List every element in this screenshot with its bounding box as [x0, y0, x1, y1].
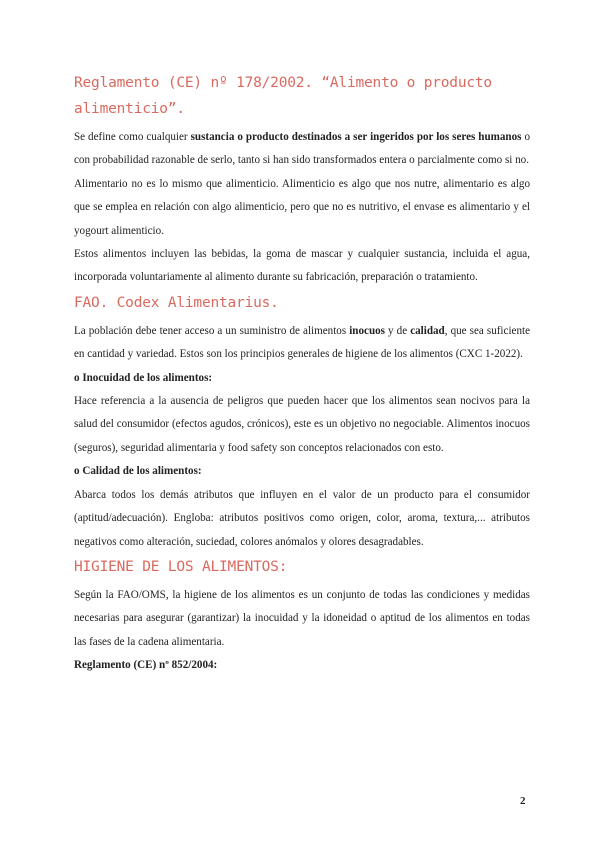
page-number: 2	[520, 795, 526, 807]
section-heading-higiene: HIGIENE DE LOS ALIMENTOS:	[74, 558, 288, 575]
subheading-reglamento-852: Reglamento (CE) nº 852/2004:	[74, 659, 218, 672]
text: , que sea suficiente en cantidad y variedad. Estos son los principios generales de higiene de los alimentos (CXC 1-2022).	[74, 324, 531, 361]
text: y de	[384, 324, 411, 337]
subheading-inocuidad: o Inocuidad de los alimentos:	[74, 371, 213, 384]
paragraph-inocuidad: Hace referencia a la ausencia de peligros que pueden hacer que los alimentos sean nocivos para la salud del consumidor (efectos agudos, crónicos), este es un objetivo no negociable. Alimentos inocuos (seguros), seguridad alimentaria y food safety son conceptos relacionados con esto.	[74, 395, 530, 454]
page-content	[74, 70, 530, 678]
paragraph-definition	[74, 126, 530, 173]
text: o con probabilidad razonable de serlo, tanto si han sido transformados entera o parcialmente como si no.	[74, 131, 530, 167]
paragraph-higiene: Según la FAO/OMS, la higiene de los alimentos es un conjunto de todas las condiciones y medidas necesarias para asegurar (garantizar) la inocuidad y la idoneidad o aptitud de los alimentos en todas las fases de la cadena alimentaria.	[74, 588, 530, 648]
paragraph-poblacion	[74, 320, 530, 367]
bold-text: calidad	[410, 324, 445, 337]
paragraph-incluyen: Estos alimentos incluyen las bebidas, la goma de mascar y cualquier sustancia, incluida el agua, incorporada voluntariamente al alimento durante su fabricación, preparación o tratamiento.	[74, 248, 530, 284]
paragraph-alimentario: Alimentario no es lo mismo que alimenticio. Alimenticio es algo que nos nutre, alimentario es algo que se emplea en relación con algo alimenticio, pero que no es nutritivo, el envase es alimentario y el yogourt alimenticio.	[74, 177, 530, 237]
subheading-calidad: o Calidad de los alimentos:	[74, 465, 202, 478]
section-heading-codex: FAO. Codex Alimentarius.	[74, 294, 279, 311]
bold-text: sustancia o producto destinados a ser ingeridos por los seres humanos	[190, 131, 522, 143]
bold-text: inocuos	[349, 324, 385, 337]
text: La población debe tener acceso a un suministro de alimentos	[74, 324, 350, 337]
paragraph-calidad: Abarca todos los demás atributos que influyen en el valor de un producto para el consumidor (aptitud/adecuación). Engloba: atributos positivos como origen, color, aroma, textura,... atributos negativos como alteración, suciedad, colores anómalos y olores desagradables.	[74, 488, 530, 548]
section-heading-reglamento-178: Reglamento (CE) nº 178/2002. “Alimento o producto alimenticio”.	[74, 75, 492, 117]
text: Se define como cualquier	[74, 131, 191, 143]
